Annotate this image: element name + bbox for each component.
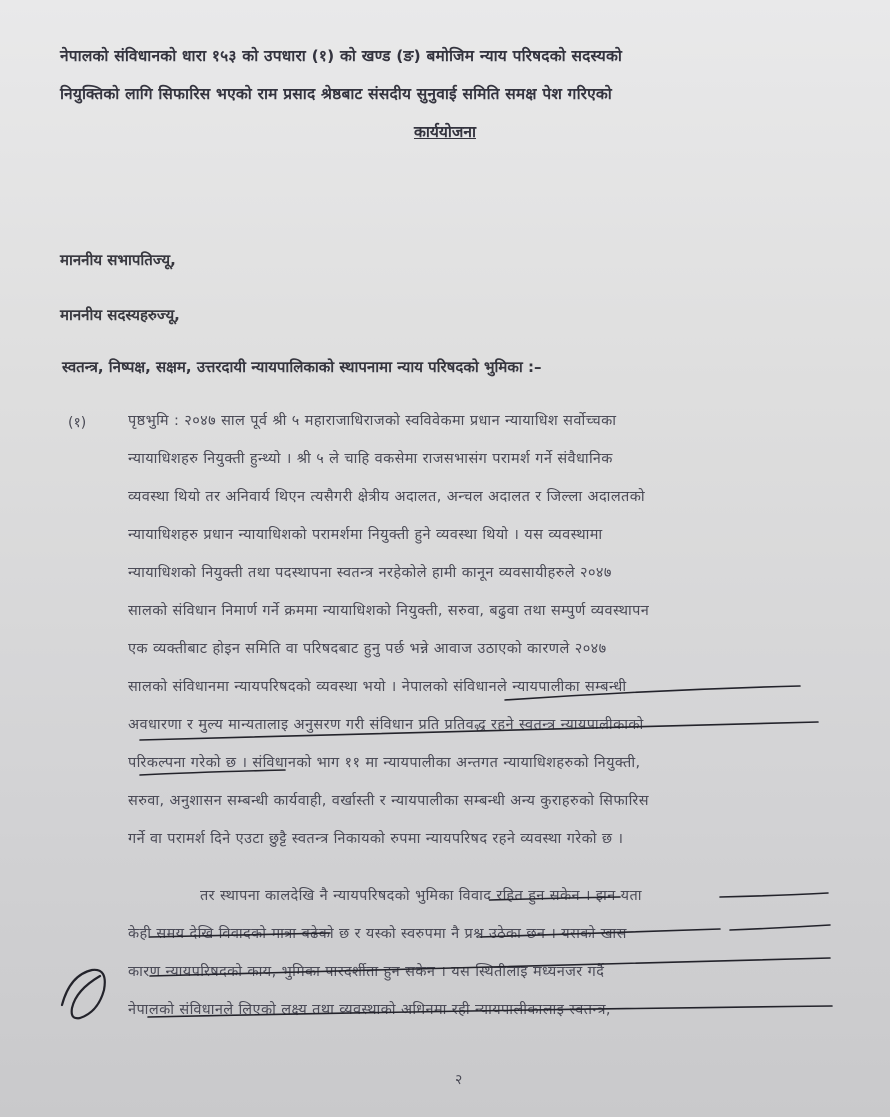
paragraph-line: तर स्थापना कालदेखि नै न्यायपरिषदको भुमिका विवाद रहित हुन सकेन । झन यता [200,888,642,904]
paragraph-line: परिकल्पना गरेको छ । संविधानको भाग ११ मा न्यायपालीका अन्तगत न्यायाधिशहरुको नियुक्ती, [128,755,641,771]
paragraph-line: व्यवस्था थियो तर अनिवार्य थिएन त्यसैगरी क्षेत्रीय अदालत, अन्चल अदालत र जिल्ला अदालतको [128,489,646,505]
title-line-2: नियुक्तिको लागि सिफारिस भएको राम प्रसाद श्रेष्ठबाट संसदीय सुनुवाई समिति समक्ष पेश गरिएको [60,85,613,103]
paragraph-line: न्यायाधिशको नियुक्ती तथा पदस्थापना स्वतन्त्र नरहेकोले हामी कानून व्यवसायीहरुले २०४७ [128,565,612,581]
page-number: २ [455,1072,463,1088]
paragraph-line: केही समय देखि विवादको मात्रा बढेको छ र यस्को स्वरुपमा नै प्रश्न उठेका छन । यसको खास [128,926,627,942]
section-heading: स्वतन्त्र, निष्पक्ष, सक्षम, उत्तरदायी न्यायपालिकाको स्थापनामा न्याय परिषदको भुमिका :– [62,358,542,376]
title-line-1: नेपालको संविधानको धारा १५३ को उपधारा (१) को खण्ड (ङ) बमोजिम न्याय परिषदको सदस्यको [60,47,623,65]
salutation-chair: माननीय सभापतिज्यू, [60,251,176,269]
margin-circle-mark [62,970,105,1018]
paragraph-number: (१) [68,415,87,431]
paragraph-line: न्यायाधिशहरु नियुक्ती हुन्थ्यो । श्री ५ ले चाहि वकसेमा राजसभासंग परामर्श गर्ने संवैधानिक [128,451,613,467]
paragraph-line: गर्ने वा परामर्श दिने एउटा छुट्टै स्वतन्त्र निकायको रुपमा न्यायपरिषद रहने व्यवस्था गरेको छ । [128,831,624,847]
paragraph-line: सालको संविधान निमार्ण गर्ने क्रममा न्यायाधिशको नियुक्ती, सरुवा, बढुवा तथा सम्पुर्ण व्यवस्थापन [128,603,650,619]
paragraph-line: सालको संविधानमा न्यायपरिषदको व्यवस्था भयो । नेपालको संविधानले न्यायपालीका सम्बन्धी [128,679,627,695]
salutation-members: माननीय सदस्यहरुज्यू, [60,306,180,324]
paragraph-line: अवधारणा र मुल्य मान्यतालाइ अनुसरण गरी संविधान प्रति प्रतिवद्ध रहने स्वतन्त्र न्यायपालीकाको [128,717,644,733]
document-title: कार्ययोजना [413,123,477,141]
paragraph-line: एक व्यक्तीबाट होइन समिति वा परिषदबाट हुनु पर्छ भन्ने आवाज उठाएको कारणले २०४७ [128,641,607,657]
paragraph-line: नेपालको संविधानले लिएको लक्ष्य तथा व्यवस्थाको अधिनमा रही न्यायपालीकालाइ स्वतन्त्र, [128,1002,611,1018]
paragraph-line: न्यायाधिशहरु प्रधान न्यायाधिशको परामर्शमा नियुक्ती हुने व्यवस्था थियो । यस व्यवस्थामा [128,527,603,543]
paragraph-line: पृष्ठभुमि : २०४७ साल पूर्व श्री ५ महाराजाधिराजको स्वविवेकमा प्रधान न्यायाधिश सर्वोच्चका [128,413,617,429]
paragraph-line: कारण न्यायपरिषदको काय, भुमिका पारदर्शीता हुन सकेन । यस स्थितीलाइ मध्यनजर गर्दै [128,964,605,980]
paragraph-line: सरुवा, अनुशासन सम्बन्धी कार्यवाही, वर्खास्ती र न्यायपालीका सम्बन्धी अन्य कुराहरुको सिफारिस [128,793,649,809]
